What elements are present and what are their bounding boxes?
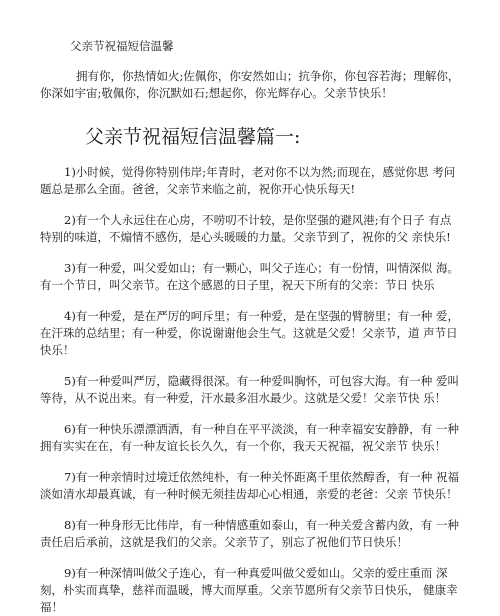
paragraph-6: 6)有一种快乐漂漂洒洒，有一种自在平平淡淡，有一种幸福安安静静，有 一种拥有实实在在，有一种友谊长长久久，有一个你，我天天祝福，祝父亲节 快乐！ [40, 422, 459, 453]
paragraph-8: 8)有一种身形无比伟岸，有一种情感重如泰山，有一种关爱含蓄内敛，有 一种责任启后承前，这就是我们的父亲。父亲节了，别忘了祝他们节日快乐！ [40, 518, 459, 549]
intro-paragraph: 拥有你，你热情如火;佐佩你，你安然如山；抗争你，你包容若海；理解你，你深如宇宙;敬佩你，你沉默如石;想起你，你光辉存心。父亲节快乐！ [40, 69, 460, 100]
paragraph-3: 3)有一种爱，叫父爱如山；有一颗心，叫父子连心；有一份情，叫情深似 海。有一个节日，叫父亲节。在这个感恩的日子里，祝天下所有的父亲：节日 快乐 [40, 261, 459, 292]
section-heading: 父亲节祝福短信温馨篇一: [85, 126, 301, 148]
paragraph-9: 9)有一种深情叫做父子连心，有一种真爱叫做父爱如山。父亲的爱庄重而 深刻，朴实而真挚，慈祥而温暖，博大而厚重。父亲节愿所有父亲节日快乐， 健康幸福！ [40, 566, 458, 614]
paragraph-5: 5)有一种爱叫严厉，隐藏得很深。有一种爱叫胸怀，可包容大海。有一种 爱叫等待，从不说出来。有一种爱，汗水最多泪水最少。这就是父爱！父亲节快 乐！ [40, 374, 459, 405]
document-title: 父亲节祝福短信温馨 [70, 39, 174, 53]
paragraph-2: 2)有一个人永远住在心房，不唠叨不计较，是你坚强的避风港;有个日子 有点特别的味道，不煽情不感伤，是心头暖暖的力量。父亲节到了，祝你的父 亲快乐! [40, 213, 452, 244]
paragraph-7: 7)有一种亲情时过境迁依然纯朴，有一种关怀距离千里依然醇香，有一种 祝福淡如清水却最真诚，有一种时候无须挂齿却心心相通，亲爱的老爸：父亲 节快乐！ [40, 470, 459, 501]
paragraph-1: 1)小时候，觉得你特别伟岸;年青时，老对你不以为然;而现在，感觉你思 考问题总是那么全面。爸爸，父亲节来临之前，祝你开心快乐每天! [40, 165, 456, 196]
paragraph-4: 4)有一种爱，是在严厉的呵斥里；有一种爱，是在坚强的臂膀里；有一种 爱，在汗珠的总结里；有一种爱，你说谢谢他会生气。这就是父爱！父亲节，道 声节日快乐！ [40, 309, 459, 357]
